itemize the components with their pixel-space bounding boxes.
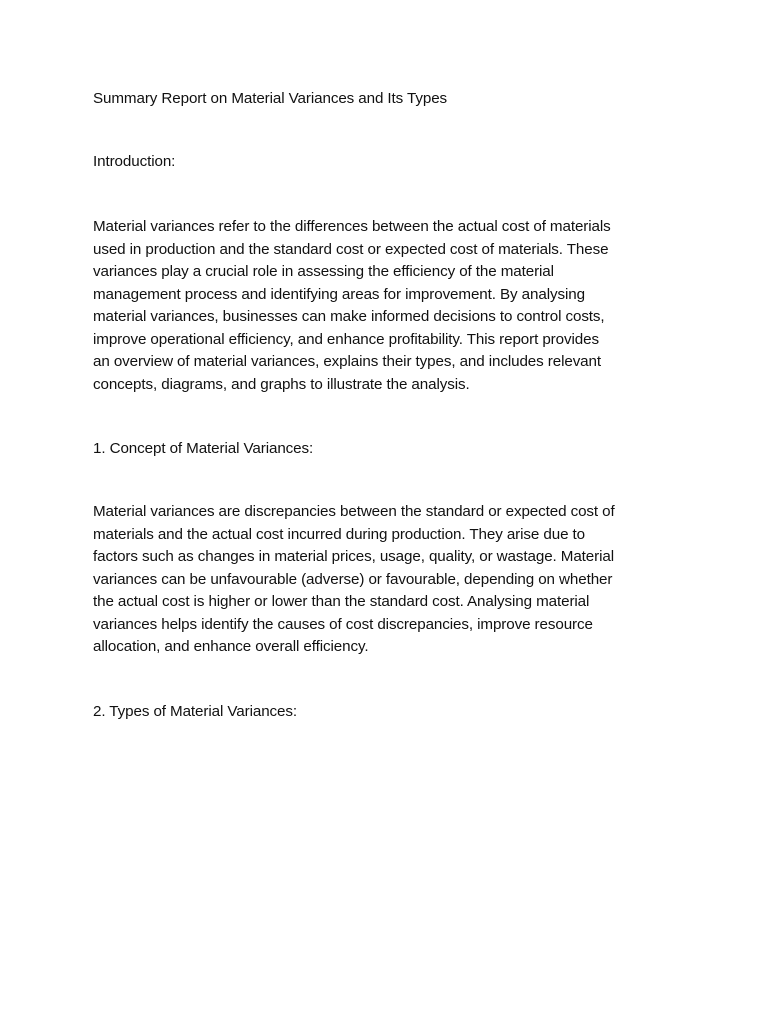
paragraph-line: Material variances are discrepancies between the standard or expected cost of — [93, 503, 615, 520]
paragraph-line: the actual cost is higher or lower than the standard cost. Analysing material — [93, 593, 590, 610]
paragraph-line: concepts, diagrams, and graphs to illustrate the analysis. — [93, 375, 470, 393]
paragraph-line: used in production and the standard cost or expected cost of materials. These — [93, 240, 609, 258]
paragraph-line: improve operational efficiency, and enhance profitability. This report provides — [93, 330, 599, 348]
paragraph-line: an overview of material variances, explains their types, and includes relevant — [93, 353, 601, 370]
paragraph-line: management process and identifying areas for improvement. By analysing — [93, 285, 585, 303]
paragraph-line: Material variances refer to the differences between the actual cost of materials — [93, 218, 611, 235]
concept-heading: 1. Concept of Material Variances: — [93, 440, 314, 457]
types-heading: 2. Types of Material Variances: — [93, 703, 297, 720]
paragraph-line: factors such as changes in material prices, usage, quality, or wastage. Material — [93, 548, 615, 565]
paragraph-line: variances can be unfavourable (adverse) or favourable, depending on whether — [93, 570, 613, 588]
introduction-paragraph — [93, 216, 611, 396]
paragraph-line: allocation, and enhance overall efficiency. — [93, 638, 369, 655]
paragraph-line: variances play a crucial role in assessing the efficiency of the material — [93, 263, 554, 280]
concept-paragraph — [93, 501, 615, 659]
document-title: Summary Report on Material Variances and Its Types — [93, 90, 448, 107]
paragraph-line: variances helps identify the causes of cost discrepancies, improve resource — [93, 615, 593, 633]
paragraph-line: materials and the actual cost incurred during production. They arise due to — [93, 525, 586, 543]
paragraph-line: material variances, businesses can make informed decisions to control costs, — [93, 308, 605, 325]
introduction-heading: Introduction: — [93, 153, 176, 170]
